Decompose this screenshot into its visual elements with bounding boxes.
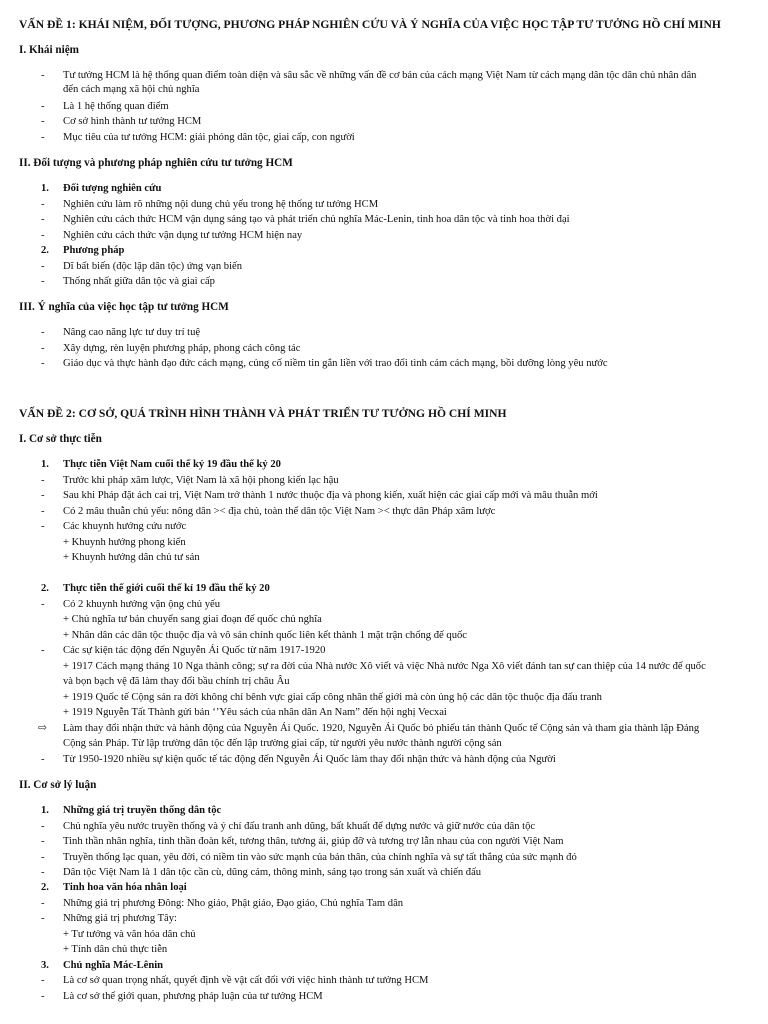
- section-1-heading-meaning: III. Ý nghĩa của việc học tập tư tưởng HCM: [19, 301, 229, 313]
- list-subitem: + Tư tưởng và văn hóa dân chủ: [63, 929, 196, 940]
- bullet-dash: -: [41, 754, 45, 765]
- section-1-heading-objects: II. Đối tượng và phương pháp nghiên cứu tư tưởng HCM: [19, 157, 293, 169]
- list-number: 2.: [41, 882, 49, 893]
- subheading: Phương pháp: [63, 245, 125, 256]
- bullet-dash: -: [41, 261, 45, 272]
- list-item: Những giá trị phương Tây:: [63, 913, 177, 924]
- bullet-dash: -: [41, 230, 45, 241]
- bullet-dash: -: [41, 913, 45, 924]
- bullet-dash: -: [41, 506, 45, 517]
- bullet-dash: -: [41, 490, 45, 501]
- list-subitem: + 1919 Nguyễn Tất Thành gửi bản ‘’Yêu sách của nhân dân An Nam” đến hội nghị Vecxai: [63, 707, 447, 718]
- bullet-dash: -: [41, 836, 45, 847]
- list-item-continuation: Cộng sản Pháp. Từ lập trường dân tộc đến lập trường giai cấp, từ người yêu nước thành người cộng sản: [63, 738, 502, 749]
- list-item: Từ 1950-1920 nhiều sự kiện quốc tế tác động đến Nguyễn Ái Quốc làm thay đổi nhận thức và hành động của Người: [63, 754, 556, 765]
- list-item-continuation: đến cách mạng xã hội chủ nghĩa: [63, 84, 200, 95]
- list-item: Là cơ sở thế giới quan, phương pháp luận của tư tưởng HCM: [63, 991, 323, 1002]
- list-item: Dân tộc Việt Nam là 1 dân tộc cần cù, dũng cảm, thông minh, sáng tạo trong sản xuất và chiến đấu: [63, 867, 482, 878]
- bullet-dash: -: [41, 852, 45, 863]
- list-item: Các khuynh hướng cứu nước: [63, 521, 187, 532]
- list-subitem: + Khuynh hướng dân chủ tư sản: [63, 552, 200, 563]
- list-item: Tinh thần nhân nghĩa, tinh thần đoàn kết, tương thân, tương ái, giúp đỡ và tương trợ lẫn nhau của con người Việt Nam: [63, 836, 564, 847]
- list-number: 3.: [41, 960, 49, 971]
- section-2-title: VẤN ĐỀ 2: CƠ SỞ, QUÁ TRÌNH HÌNH THÀNH VÀ PHÁT TRIỂN TƯ TƯỞNG HỒ CHÍ MINH: [19, 407, 507, 420]
- bullet-dash: -: [41, 343, 45, 354]
- list-item: Những giá trị phương Đông: Nho giáo, Phật giáo, Đạo giáo, Chủ nghĩa Tam dân: [63, 898, 404, 909]
- bullet-dash: -: [41, 116, 45, 127]
- list-subitem: + Khuynh hướng phong kiến: [63, 537, 186, 548]
- section-1-title: VẤN ĐỀ 1: KHÁI NIỆM, ĐỐI TƯỢNG, PHƯƠNG PHÁP NGHIÊN CỨU VÀ Ý NGHĨA CỦA VIỆC HỌC TẬP TƯ TƯỞNG HỒ CHÍ MINH: [19, 18, 721, 31]
- arrow-right-icon: ⇨: [38, 723, 47, 734]
- bullet-dash: -: [41, 898, 45, 909]
- list-subitem: + 1919 Quốc tế Cộng sản ra đời không chỉ bênh vực giai cấp công nhân thế giới mà còn ủng hộ các dân tộc thuộc địa đấu tranh: [63, 692, 602, 703]
- list-subitem: + Nhân dân các dân tộc thuộc địa và vô sản chính quốc liên kết thành 1 mặt trận chống đế quốc: [63, 630, 467, 641]
- list-item: Sau khi Pháp đặt ách cai trị, Việt Nam trở thành 1 nước thuộc địa và phong kiến, xuất hiện các giai cấp mới và mâu thuẫn mới: [63, 490, 598, 501]
- bullet-dash: -: [41, 101, 45, 112]
- list-item: Tư tưởng HCM là hệ thống quan điểm toàn diện và sâu sắc về những vấn đề cơ bản của cách mạng Việt Nam từ cách mạng dân tộc dân chủ nhân dân: [63, 70, 697, 81]
- list-item: Là 1 hệ thống quan điểm: [63, 101, 169, 112]
- section-2-heading-practice: I. Cơ sở thực tiễn: [19, 433, 102, 445]
- bullet-dash: -: [41, 821, 45, 832]
- section-2-heading-theory: II. Cơ sở lý luận: [19, 779, 97, 791]
- subheading: Thực tiễn thế giới cuối thế kỉ 19 đầu thế kỷ 20: [63, 583, 270, 594]
- bullet-dash: -: [41, 991, 45, 1002]
- list-item: Nghiên cứu làm rõ những nội dung chủ yếu trong hệ thống tư tưởng HCM: [63, 199, 379, 210]
- bullet-dash: -: [41, 327, 45, 338]
- list-item: Xây dựng, rèn luyện phương pháp, phong cách công tác: [63, 343, 301, 354]
- list-item: Có 2 mâu thuẫn chủ yếu: nông dân >< địa chủ, toàn thể dân tộc Việt Nam >< thực dân Pháp xâm lược: [63, 506, 496, 517]
- list-item: Dĩ bất biến (độc lập dân tộc) ứng vạn biến: [63, 261, 243, 272]
- list-item: Thống nhất giữa dân tộc và giai cấp: [63, 276, 215, 287]
- list-item: Làm thay đổi nhận thức và hành động của Nguyễn Ái Quốc. 1920, Nguyễn Ái Quốc bỏ phiếu tán thành Quốc tế Cộng sản và tham gia thành lập Đảng: [63, 723, 700, 734]
- list-number: 1.: [41, 459, 49, 470]
- bullet-dash: -: [41, 975, 45, 986]
- list-subitem: + 1917 Cách mạng tháng 10 Nga thành công; sự ra đời của Nhà nước Xô viết và việc Nhà nước Nga Xô viết đánh tan sự can thiệp của 14 nước đế quốc: [63, 661, 706, 672]
- bullet-dash: -: [41, 276, 45, 287]
- list-item: Nghiên cứu cách thức HCM vận dụng sáng tạo và phát triển chủ nghĩa Mác-Lenin, tinh hoa dân tộc và tinh hoa thời đại: [63, 214, 570, 225]
- list-subitem: + Chủ nghĩa tư bản chuyển sang giai đoạn đế quốc chủ nghĩa: [63, 614, 322, 625]
- bullet-dash: -: [41, 214, 45, 225]
- section-1-heading-concept: I. Khái niệm: [19, 44, 79, 56]
- list-number: 2.: [41, 245, 49, 256]
- list-item: Trước khi pháp xâm lược, Việt Nam là xã hội phong kiến lạc hậu: [63, 475, 339, 486]
- bullet-dash: -: [41, 521, 45, 532]
- bullet-dash: -: [41, 599, 45, 610]
- bullet-dash: -: [41, 132, 45, 143]
- bullet-dash: -: [41, 70, 45, 81]
- list-subitem: + Tính dân chủ thực tiễn: [63, 944, 168, 955]
- list-item: Nghiên cứu cách thức vận dụng tư tưởng HCM hiện nay: [63, 230, 303, 241]
- list-number: 1.: [41, 183, 49, 194]
- list-item: Cơ sở hình thành tư tưởng HCM: [63, 116, 202, 127]
- bullet-dash: -: [41, 199, 45, 210]
- list-item: Truyền thống lạc quan, yêu đời, có niềm tin vào sức mạnh của bản thân, của chính nghĩa và sự tất thắng của sức mạnh đó: [63, 852, 577, 863]
- subheading: Đối tượng nghiên cứu: [63, 183, 162, 194]
- list-item: Các sự kiện tác động đến Nguyễn Ái Quốc từ năm 1917-1920: [63, 645, 326, 656]
- bullet-dash: -: [41, 867, 45, 878]
- list-item: Giáo dục và thực hành đạo đức cách mạng, củng cố niềm tin gắn liền với trao đổi tình cảm cách mạng, bồi dưỡng lòng yêu nước: [63, 358, 608, 369]
- list-item: Là cơ sở quan trọng nhất, quyết định về vật cất đối với việc hình thành tư tưởng HCM: [63, 975, 429, 986]
- subheading: Tinh hoa văn hóa nhân loại: [63, 882, 187, 893]
- subheading: Những giá trị truyền thống dân tộc: [63, 805, 222, 816]
- list-item: Chủ nghĩa yêu nước truyền thống và ý chí đấu tranh anh dũng, bất khuất để dựng nước và giữ nước của dân tộc: [63, 821, 536, 832]
- list-subitem-continuation: và bọn bạch vệ đã làm thay đổi bầu chính trị châu Âu: [63, 676, 290, 687]
- subheading: Thực tiễn Việt Nam cuối thế kỷ 19 đầu thế kỷ 20: [63, 459, 281, 470]
- bullet-dash: -: [41, 475, 45, 486]
- list-number: 1.: [41, 805, 49, 816]
- list-item: Nâng cao năng lực tư duy trí tuệ: [63, 327, 201, 338]
- list-number: 2.: [41, 583, 49, 594]
- bullet-dash: -: [41, 358, 45, 369]
- list-item: Mục tiêu của tư tưởng HCM: giải phóng dân tộc, giai cấp, con người: [63, 132, 355, 143]
- subheading: Chủ nghĩa Mác-Lênin: [63, 960, 164, 971]
- bullet-dash: -: [41, 645, 45, 656]
- list-item: Có 2 khuynh hướng vận ộng chủ yếu: [63, 599, 220, 610]
